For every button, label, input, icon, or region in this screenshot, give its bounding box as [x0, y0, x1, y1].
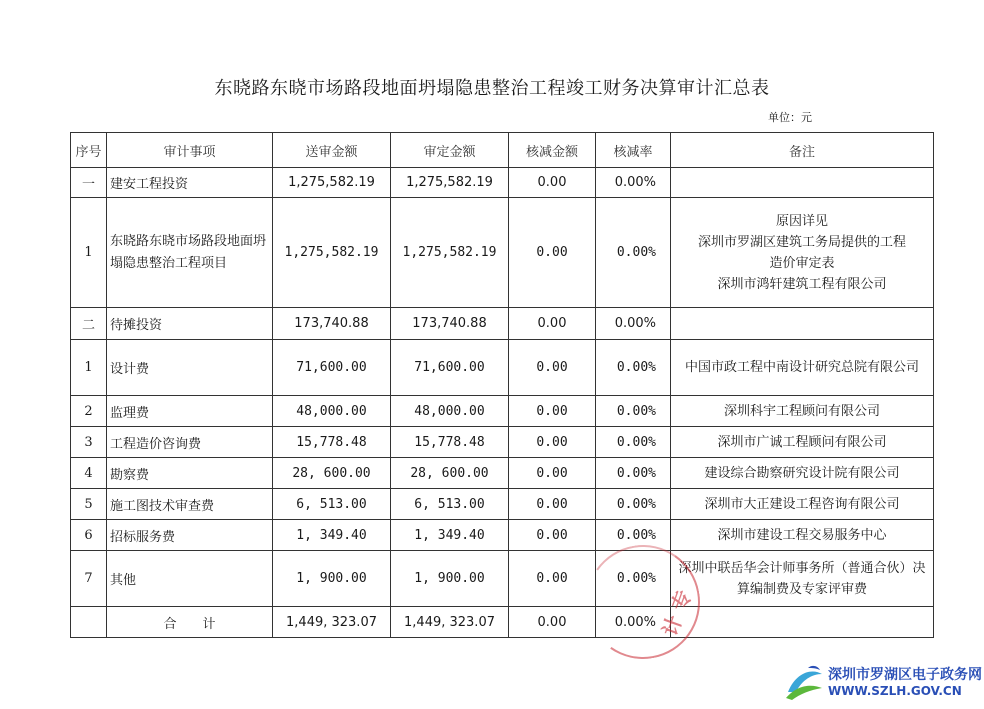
- table-row: [71, 489, 934, 520]
- cell-submitted: 173,740.88: [273, 308, 391, 340]
- cell-submitted: 1,275,582.19: [273, 168, 391, 198]
- header-reduction: 核减金额: [509, 133, 596, 168]
- cell-submitted: 15,778.48: [273, 427, 391, 458]
- header-no: 序号: [71, 133, 107, 168]
- szlh-logo-icon: [782, 662, 826, 702]
- cell-note: 中国市政工程中南设计研究总院有限公司: [671, 340, 934, 396]
- cell-rate: 0.00%: [596, 396, 671, 427]
- cell-approved: 48,000.00: [391, 396, 509, 427]
- cell-no: 3: [71, 427, 107, 458]
- cell-note: 深圳市大正建设工程咨询有限公司: [671, 489, 934, 520]
- cell-note: 建设综合勘察研究设计院有限公司: [671, 458, 934, 489]
- cell-no: 二: [71, 308, 107, 340]
- table-row: [71, 520, 934, 551]
- cell-note: 深圳市建设工程交易服务中心: [671, 520, 934, 551]
- cell-approved: 1,275,582.19: [391, 168, 509, 198]
- cell-no: 4: [71, 458, 107, 489]
- cell-rate: 0.00%: [596, 427, 671, 458]
- cell-note: 深圳中联岳华会计师事务所（普通合伙）决算编制费及专家评审费: [671, 551, 934, 607]
- table-row: [71, 396, 934, 427]
- cell-submitted: 1, 349.40: [273, 520, 391, 551]
- cell-submitted: 71,600.00: [273, 340, 391, 396]
- cell-rate: 0.00%: [596, 489, 671, 520]
- cell-reduction: 0.00: [509, 308, 596, 340]
- cell-approved: 28, 600.00: [391, 458, 509, 489]
- watermark-site-name: 深圳市罗湖区电子政务网: [828, 667, 982, 683]
- table-row: [71, 551, 934, 607]
- cell-reduction: 0.00: [509, 168, 596, 198]
- header-approved: 审定金额: [391, 133, 509, 168]
- cell-item: 招标服务费: [107, 520, 273, 551]
- watermark-site-url[interactable]: WWW.SZLH.GOV.CN: [828, 684, 962, 698]
- cell-item: 建安工程投资: [107, 168, 273, 198]
- cell-item: 监理费: [107, 396, 273, 427]
- cell-rate: 0.00%: [596, 340, 671, 396]
- cell-no: 1: [71, 198, 107, 308]
- total-label: 合 计: [107, 607, 273, 638]
- cell-reduction: 0.00: [509, 489, 596, 520]
- table-row: [71, 458, 934, 489]
- cell-no: 1: [71, 340, 107, 396]
- stamp-text: 计 专: [657, 586, 697, 640]
- cell-item: 工程造价咨询费: [107, 427, 273, 458]
- note-line: 造价审定表: [769, 255, 835, 271]
- header-submitted: 送审金额: [273, 133, 391, 168]
- cell-approved: 71,600.00: [391, 340, 509, 396]
- table-header-row: [71, 133, 934, 168]
- cell-submitted: 48,000.00: [273, 396, 391, 427]
- cell-note: 深圳科宇工程顾问有限公司: [671, 396, 934, 427]
- cell-approved: 1,275,582.19: [391, 198, 509, 308]
- cell-approved: 1, 900.00: [391, 551, 509, 607]
- cell-item: 勘察费: [107, 458, 273, 489]
- cell-rate: 0.00%: [596, 308, 671, 340]
- total-rate: 0.00%: [596, 607, 671, 638]
- document-title: 东晓路东晓市场路段地面坍塌隐患整治工程竣工财务决算审计汇总表: [214, 78, 770, 99]
- total-row: [71, 607, 934, 638]
- cell-no: 5: [71, 489, 107, 520]
- cell-reduction: 0.00: [509, 340, 596, 396]
- cell-no: 2: [71, 396, 107, 427]
- cell-approved: 15,778.48: [391, 427, 509, 458]
- audit-summary-table: [70, 132, 934, 638]
- note-line: 原因详见: [775, 213, 828, 229]
- cell-note: [671, 308, 934, 340]
- cell-approved: 173,740.88: [391, 308, 509, 340]
- total-approved: 1,449, 323.07: [391, 607, 509, 638]
- cell-rate: 0.00%: [596, 198, 671, 308]
- cell-no: 一: [71, 168, 107, 198]
- header-rate: 核减率: [596, 133, 671, 168]
- total-note: [671, 607, 934, 638]
- cell-item: 施工图技术审查费: [107, 489, 273, 520]
- cell-reduction: 0.00: [509, 427, 596, 458]
- cell-submitted: 6, 513.00: [273, 489, 391, 520]
- table-row: [71, 308, 934, 340]
- cell-rate: 0.00%: [596, 168, 671, 198]
- table-row: [71, 340, 934, 396]
- cell-approved: 1, 349.40: [391, 520, 509, 551]
- cell-item: 其他: [107, 551, 273, 607]
- cell-reduction: 0.00: [509, 458, 596, 489]
- cell-reduction: 0.00: [509, 198, 596, 308]
- total-reduction: 0.00: [509, 607, 596, 638]
- table-row: [71, 198, 934, 308]
- cell-reduction: 0.00: [509, 520, 596, 551]
- cell-submitted: 1,275,582.19: [273, 198, 391, 308]
- header-item: 审计事项: [107, 133, 273, 168]
- cell-approved: 6, 513.00: [391, 489, 509, 520]
- note-line: 深圳市罗湖区建筑工务局提供的工程: [697, 234, 906, 250]
- unit-label: 单位：元: [768, 111, 812, 124]
- cell-submitted: 1, 900.00: [273, 551, 391, 607]
- cell-no: [71, 607, 107, 638]
- cell-note: [671, 168, 934, 198]
- cell-rate: 0.00%: [596, 458, 671, 489]
- cell-rate: 0.00%: [596, 520, 671, 551]
- cell-rate: 0.00%: [596, 551, 671, 607]
- cell-no: 7: [71, 551, 107, 607]
- cell-note: 深圳市广诚工程顾问有限公司: [671, 427, 934, 458]
- cell-item: 待摊投资: [107, 308, 273, 340]
- cell-reduction: 0.00: [509, 396, 596, 427]
- table-row: [71, 427, 934, 458]
- total-submitted: 1,449, 323.07: [273, 607, 391, 638]
- cell-reduction: 0.00: [509, 551, 596, 607]
- cell-note: [671, 198, 934, 308]
- cell-item: 东晓路东晓市场路段地面坍塌隐患整治工程项目: [107, 198, 273, 308]
- cell-submitted: 28, 600.00: [273, 458, 391, 489]
- cell-no: 6: [71, 520, 107, 551]
- cell-item: 设计费: [107, 340, 273, 396]
- table-row: [71, 168, 934, 198]
- header-note: 备注: [671, 133, 934, 168]
- note-line: 深圳市鸿轩建筑工程有限公司: [717, 276, 887, 292]
